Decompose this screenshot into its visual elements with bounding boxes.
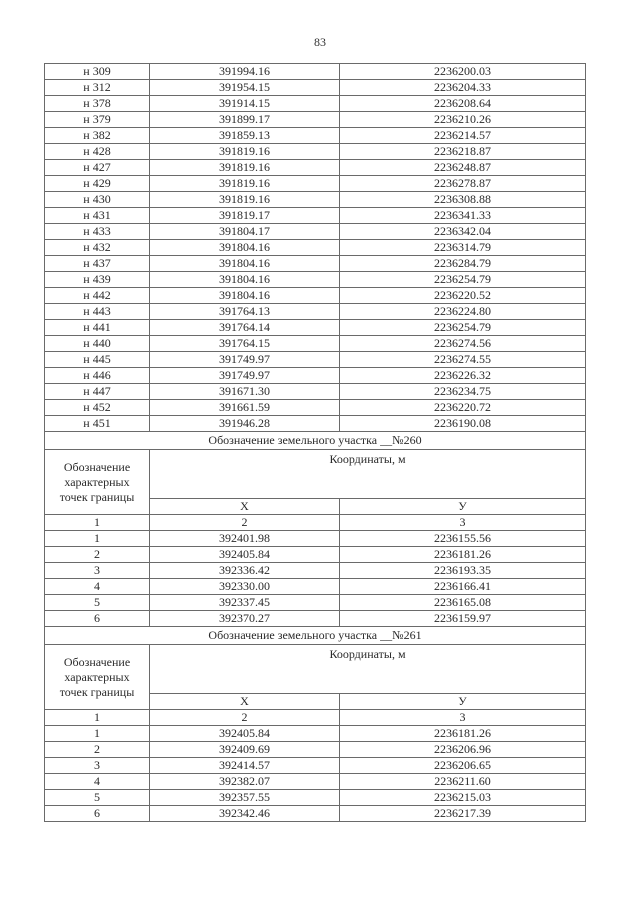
y-axis-header: У	[340, 694, 586, 710]
point-id-cell: н 445	[45, 352, 150, 368]
coordinates-header: Координаты, м	[150, 450, 586, 499]
x-coordinate-cell: 392337.45	[150, 595, 340, 611]
table-row	[45, 774, 586, 790]
table-row	[45, 352, 586, 368]
y-coordinate-cell: 2236210.26	[340, 112, 586, 128]
x-coordinate-cell: 391671.30	[150, 384, 340, 400]
point-id-cell: н 427	[45, 160, 150, 176]
x-coordinate-cell: 391819.16	[150, 192, 340, 208]
x-coordinate-cell: 392405.84	[150, 726, 340, 742]
y-coordinate-cell: 2236215.03	[340, 790, 586, 806]
table-row	[45, 320, 586, 336]
column-number-row	[45, 710, 586, 726]
x-coordinate-cell: 392357.55	[150, 790, 340, 806]
points-header: Обозначение характерных точек границы	[45, 450, 150, 515]
point-id-cell: н 309	[45, 64, 150, 80]
y-coordinate-cell: 2236181.26	[340, 726, 586, 742]
point-id-cell: н 433	[45, 224, 150, 240]
y-coordinate-cell: 2236166.41	[340, 579, 586, 595]
point-id-cell: н 440	[45, 336, 150, 352]
point-id-cell: н 446	[45, 368, 150, 384]
point-id-cell: н 378	[45, 96, 150, 112]
point-id-cell: 1	[45, 531, 150, 547]
y-coordinate-cell: 2236165.08	[340, 595, 586, 611]
points-header: Обозначение характерных точек границы	[45, 645, 150, 710]
x-coordinate-cell: 391749.97	[150, 368, 340, 384]
y-coordinate-cell: 2236254.79	[340, 320, 586, 336]
point-id-cell: н 431	[45, 208, 150, 224]
table-row	[45, 304, 586, 320]
x-axis-header: Х	[150, 499, 340, 515]
y-coordinate-cell: 2236218.87	[340, 144, 586, 160]
table-row	[45, 240, 586, 256]
point-id-cell: 5	[45, 790, 150, 806]
y-coordinate-cell: 2236248.87	[340, 160, 586, 176]
point-id-cell: 6	[45, 611, 150, 627]
point-id-cell: н 379	[45, 112, 150, 128]
x-coordinate-cell: 391994.16	[150, 64, 340, 80]
y-coordinate-cell: 2236274.56	[340, 336, 586, 352]
y-coordinate-cell: 2236254.79	[340, 272, 586, 288]
y-coordinate-cell: 2236220.72	[340, 400, 586, 416]
y-coordinate-cell: 2236206.65	[340, 758, 586, 774]
x-coordinate-cell: 391804.16	[150, 272, 340, 288]
point-id-cell: н 430	[45, 192, 150, 208]
point-id-cell: 1	[45, 726, 150, 742]
table-row	[45, 547, 586, 563]
header-row	[45, 645, 586, 694]
column-number-cell: 3	[340, 515, 586, 531]
x-coordinate-cell: 391819.16	[150, 160, 340, 176]
column-number-cell: 1	[45, 710, 150, 726]
column-number-cell: 2	[150, 710, 340, 726]
y-coordinate-cell: 2236190.08	[340, 416, 586, 432]
point-id-cell: н 452	[45, 400, 150, 416]
coordinates-table	[44, 63, 586, 822]
y-coordinate-cell: 2236193.35	[340, 563, 586, 579]
section-title: Обозначение земельного участка __№261	[45, 627, 586, 645]
y-coordinate-cell: 2236226.32	[340, 368, 586, 384]
x-coordinate-cell: 392409.69	[150, 742, 340, 758]
table-row	[45, 742, 586, 758]
x-coordinate-cell: 391914.15	[150, 96, 340, 112]
table-row	[45, 790, 586, 806]
x-coordinate-cell: 391804.17	[150, 224, 340, 240]
x-coordinate-cell: 392414.57	[150, 758, 340, 774]
point-id-cell: 3	[45, 563, 150, 579]
x-coordinate-cell: 391899.17	[150, 112, 340, 128]
point-id-cell: н 437	[45, 256, 150, 272]
table-row	[45, 192, 586, 208]
x-coordinate-cell: 391819.16	[150, 176, 340, 192]
y-coordinate-cell: 2236155.56	[340, 531, 586, 547]
table-row	[45, 208, 586, 224]
table-row	[45, 384, 586, 400]
y-coordinate-cell: 2236314.79	[340, 240, 586, 256]
y-coordinate-cell: 2236214.57	[340, 128, 586, 144]
page-number: 83	[314, 35, 326, 49]
point-id-cell: 3	[45, 758, 150, 774]
point-id-cell: н 429	[45, 176, 150, 192]
table-row	[45, 758, 586, 774]
y-coordinate-cell: 2236284.79	[340, 256, 586, 272]
y-coordinate-cell: 2236181.26	[340, 547, 586, 563]
point-id-cell: н 428	[45, 144, 150, 160]
table-row	[45, 256, 586, 272]
x-coordinate-cell: 391819.17	[150, 208, 340, 224]
x-coordinate-cell: 391804.16	[150, 256, 340, 272]
point-id-cell: 2	[45, 742, 150, 758]
y-coordinate-cell: 2236308.88	[340, 192, 586, 208]
x-coordinate-cell: 391764.14	[150, 320, 340, 336]
section-title-row	[45, 432, 586, 450]
point-id-cell: 2	[45, 547, 150, 563]
table-row	[45, 563, 586, 579]
y-coordinate-cell: 2236204.33	[340, 80, 586, 96]
point-id-cell: н 441	[45, 320, 150, 336]
table-row	[45, 595, 586, 611]
table-row	[45, 96, 586, 112]
point-id-cell: н 447	[45, 384, 150, 400]
header-row	[45, 450, 586, 499]
table-row	[45, 272, 586, 288]
x-coordinate-cell: 392382.07	[150, 774, 340, 790]
x-coordinate-cell: 391954.15	[150, 80, 340, 96]
x-coordinate-cell: 391764.15	[150, 336, 340, 352]
y-axis-header: У	[340, 499, 586, 515]
x-coordinate-cell: 392401.98	[150, 531, 340, 547]
table-row	[45, 726, 586, 742]
table-row	[45, 416, 586, 432]
point-id-cell: н 432	[45, 240, 150, 256]
table-row	[45, 336, 586, 352]
x-coordinate-cell: 392336.42	[150, 563, 340, 579]
x-coordinate-cell: 391749.97	[150, 352, 340, 368]
table-row	[45, 531, 586, 547]
table-row	[45, 128, 586, 144]
table-row	[45, 144, 586, 160]
x-coordinate-cell: 391946.28	[150, 416, 340, 432]
point-id-cell: 6	[45, 806, 150, 822]
table-row	[45, 112, 586, 128]
y-coordinate-cell: 2236206.96	[340, 742, 586, 758]
x-coordinate-cell: 391804.16	[150, 288, 340, 304]
column-number-cell: 3	[340, 710, 586, 726]
x-coordinate-cell: 391804.16	[150, 240, 340, 256]
y-coordinate-cell: 2236234.75	[340, 384, 586, 400]
x-axis-header: Х	[150, 694, 340, 710]
coordinates-header: Координаты, м	[150, 645, 586, 694]
point-id-cell: н 439	[45, 272, 150, 288]
x-coordinate-cell: 391661.59	[150, 400, 340, 416]
point-id-cell: н 382	[45, 128, 150, 144]
y-coordinate-cell: 2236211.60	[340, 774, 586, 790]
table-row	[45, 176, 586, 192]
y-coordinate-cell: 2236208.64	[340, 96, 586, 112]
y-coordinate-cell: 2236342.04	[340, 224, 586, 240]
point-id-cell: 4	[45, 774, 150, 790]
table-row	[45, 288, 586, 304]
column-number-cell: 1	[45, 515, 150, 531]
x-coordinate-cell: 391859.13	[150, 128, 340, 144]
table-row	[45, 806, 586, 822]
table-row	[45, 579, 586, 595]
x-coordinate-cell: 392330.00	[150, 579, 340, 595]
column-number-cell: 2	[150, 515, 340, 531]
y-coordinate-cell: 2236224.80	[340, 304, 586, 320]
column-number-row	[45, 515, 586, 531]
table-row	[45, 400, 586, 416]
table-row	[45, 160, 586, 176]
x-coordinate-cell: 391819.16	[150, 144, 340, 160]
y-coordinate-cell: 2236200.03	[340, 64, 586, 80]
section-title: Обозначение земельного участка __№260	[45, 432, 586, 450]
x-coordinate-cell: 392405.84	[150, 547, 340, 563]
y-coordinate-cell: 2236274.55	[340, 352, 586, 368]
point-id-cell: н 443	[45, 304, 150, 320]
table-row	[45, 611, 586, 627]
x-coordinate-cell: 391764.13	[150, 304, 340, 320]
table-row	[45, 80, 586, 96]
point-id-cell: н 312	[45, 80, 150, 96]
point-id-cell: 4	[45, 579, 150, 595]
table-row	[45, 224, 586, 240]
x-coordinate-cell: 392370.27	[150, 611, 340, 627]
y-coordinate-cell: 2236341.33	[340, 208, 586, 224]
y-coordinate-cell: 2236220.52	[340, 288, 586, 304]
y-coordinate-cell: 2236217.39	[340, 806, 586, 822]
point-id-cell: н 442	[45, 288, 150, 304]
section-title-row	[45, 627, 586, 645]
y-coordinate-cell: 2236159.97	[340, 611, 586, 627]
y-coordinate-cell: 2236278.87	[340, 176, 586, 192]
table-row	[45, 368, 586, 384]
x-coordinate-cell: 392342.46	[150, 806, 340, 822]
point-id-cell: н 451	[45, 416, 150, 432]
point-id-cell: 5	[45, 595, 150, 611]
table-row	[45, 64, 586, 80]
